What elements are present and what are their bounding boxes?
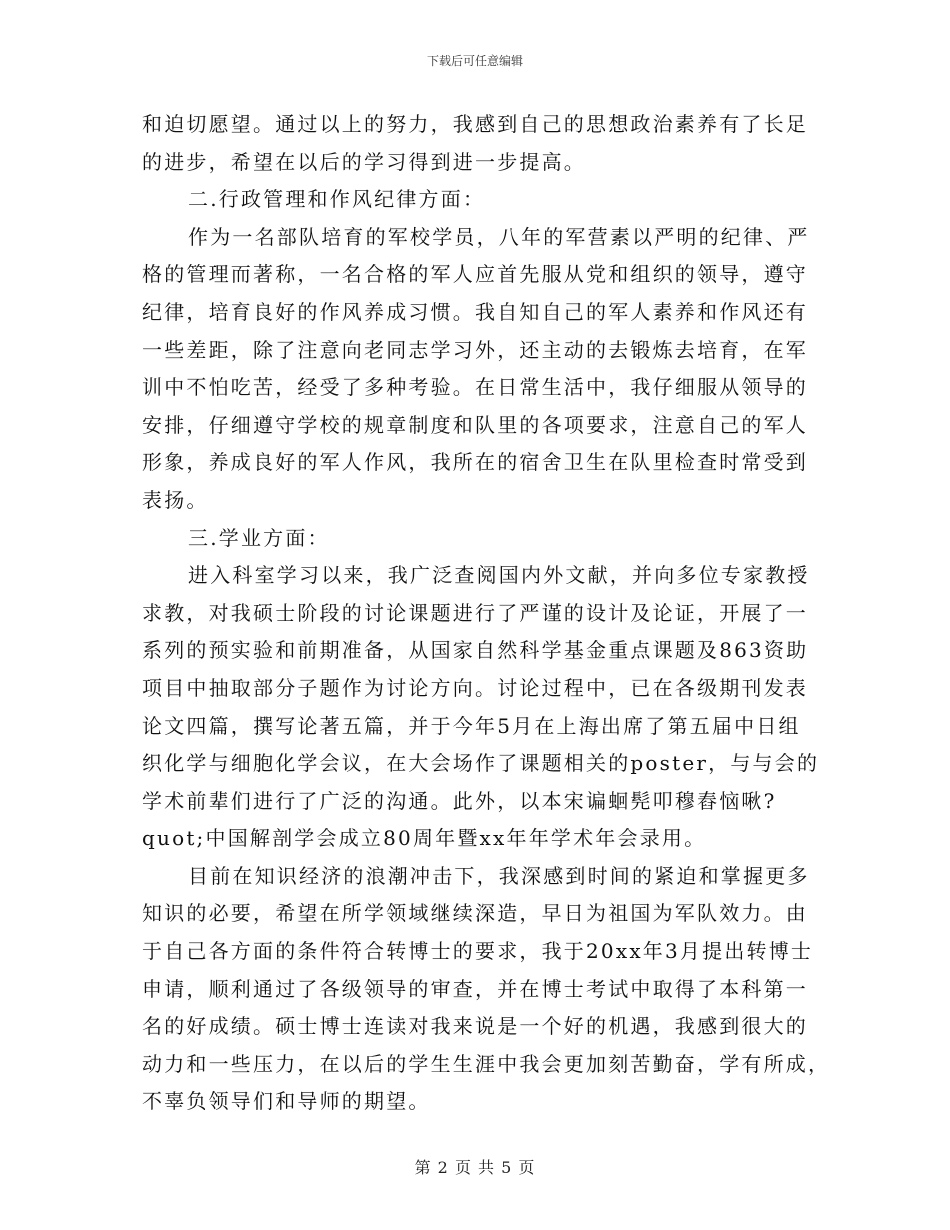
body-line: 和迫切愿望。通过以上的努力，我感到自己的思想政治素养有了长足	[142, 112, 808, 136]
section-heading: 二.行政管理和作风纪律方面：	[188, 187, 486, 212]
body-line: 训中不怕吃苦，经受了多种考验。在日常生活中，我仔细服从领导的	[142, 375, 808, 400]
body-line: 一些差距，除了注意向老同志学习外，还主动的去锻炼去培育，在军	[142, 337, 808, 362]
paragraph-start: 目前在知识经济的浪潮冲击下，我深感到时间的紧迫和掌握更多	[188, 863, 810, 888]
body-line: 纪律，培育良好的作风养成习惯。我自知自己的军人素养和作风还有	[142, 299, 808, 324]
paragraph-start: 进入科室学习以来，我广泛查阅国内外文献，并向多位专家教授	[188, 563, 810, 588]
page-number-footer: 第 2 页 共 5 页	[414, 1158, 536, 1177]
body-line: 织化学与细胞化学会议，在大会场作了课题相关的poster，与与会的	[142, 751, 820, 776]
body-line: quot;中国解剖学会成立80周年暨xx年年学术年会录用。	[142, 826, 707, 851]
body-line: 不辜负领导们和导师的期望。	[142, 1089, 431, 1114]
body-line: 表扬。	[142, 487, 209, 512]
body-line: 知识的必要，希望在所学领域继续深造，早日为祖国为军队效力。由	[142, 901, 808, 926]
paragraph-start: 作为一名部队培育的军校学员，八年的军营素以严明的纪律、严	[188, 224, 810, 249]
body-line: 学术前辈们进行了广泛的沟通。此外，以本宋谝蛔髡叩穆舂恼啾?	[142, 788, 777, 813]
body-line: 形象，养成良好的军人作风，我所在的宿舍卫生在队里检查时常受到	[142, 450, 808, 475]
page-header: 下载后可任意编辑	[426, 54, 523, 68]
document-body	[142, 106, 831, 1121]
body-line: 的进步，希望在以后的学习得到进一步提高。	[142, 149, 586, 174]
body-line: 申请，顺利通过了各级领导的审查，并在博士考试中取得了本科第一	[142, 976, 808, 1001]
section-heading: 三.学业方面：	[188, 525, 330, 550]
body-line: 于自己各方面的条件符合转博士的要求，我于20xx年3月提出转博士	[142, 939, 814, 964]
body-line: 名的好成绩。硕士博士连读对我来说是一个好的机遇，我感到很大的	[142, 1014, 808, 1039]
body-line: 格的管理而著称，一名合格的军人应首先服从党和组织的领导，遵守	[142, 262, 808, 287]
body-line: 安排，仔细遵守学校的规章制度和队里的各项要求，注意自己的军人	[142, 412, 808, 437]
body-line: 论文四篇，撰写论著五篇，并于今年5月在上海出席了第五届中日组	[142, 713, 801, 738]
body-line: 求教，对我硕士阶段的讨论课题进行了严谨的设计及论证，开展了一	[142, 600, 808, 625]
body-line: 动力和一些压力，在以后的学生生涯中我会更加刻苦勤奋，学有所成，	[142, 1051, 831, 1076]
body-line: 项目中抽取部分子题作为讨论方向。讨论过程中，已在各级期刊发表	[142, 675, 808, 700]
body-line: 系列的预实验和前期准备，从国家自然科学基金重点课题及863资助	[142, 638, 809, 663]
